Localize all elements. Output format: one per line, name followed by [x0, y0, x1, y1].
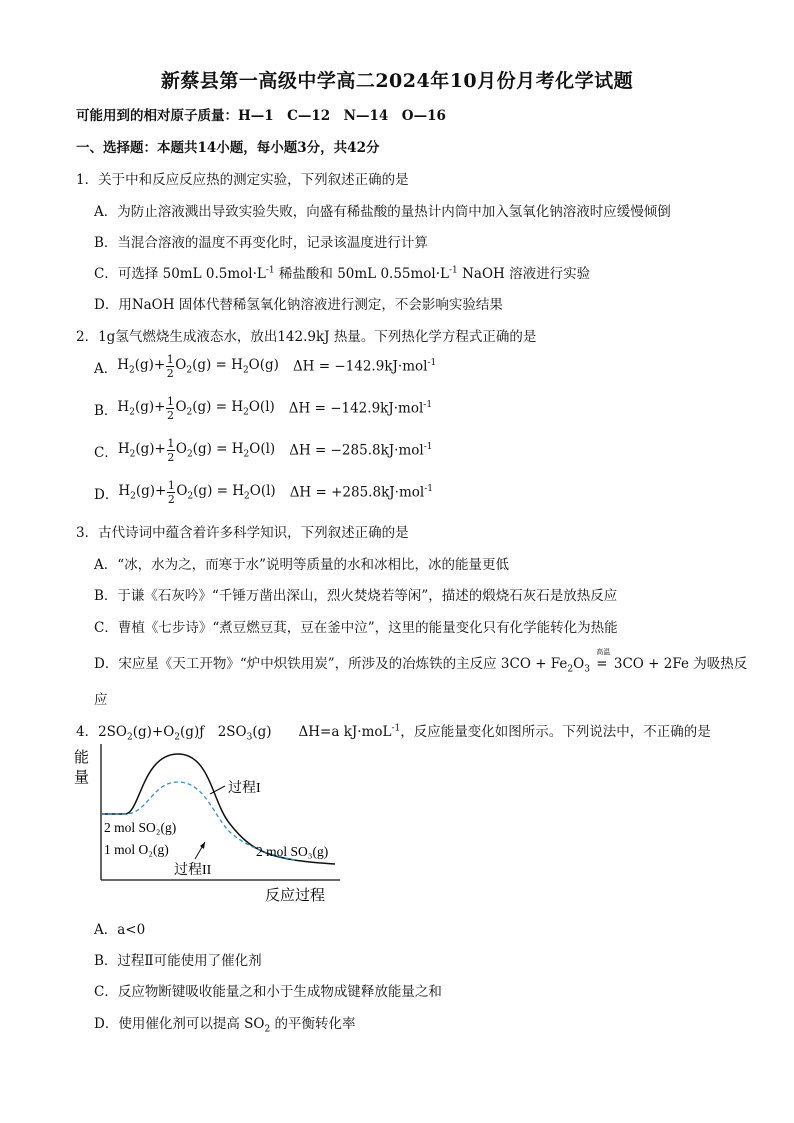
q3-option-b: B．于谦《石灰吟》“千锤万凿出深山，烈火焚烧若等闲”，描述的煅烧石灰石是放热反应	[94, 588, 618, 604]
q2-a-dh: ΔH = −142.9kJ·mol$^{-1}$	[292, 358, 437, 375]
product-label: 2 mol SO₃(g)	[256, 844, 329, 859]
q1-option-b: B．当混合溶液的温度不再变化时，记录该温度进行计算	[94, 235, 428, 251]
x-axis-label: 反应过程	[265, 886, 326, 904]
q3-stem: 3．古代诗词中蕴含着许多科学知识，下列叙述正确的是	[76, 525, 409, 541]
y-axis-label-2: 量	[74, 768, 90, 786]
q2-a-fraction: $\frac{1}{2}$	[166, 353, 174, 380]
q3-option-d-continued: 应	[94, 692, 108, 708]
q1-c-sup2: -1	[449, 265, 458, 276]
q2-option-c	[94, 438, 433, 463]
q2-b-dh: ΔH = −142.9kJ·mol$^{-1}$	[288, 400, 433, 417]
q2-d-label: D．	[94, 486, 119, 503]
q1-option-c	[94, 262, 590, 282]
q3-d-text1: D．宋应星《天工开物》“炉中炽铁用炭”，所涉及的冶炼铁的主反应 3CO + Fe	[94, 656, 568, 672]
q4-option-b: B．过程Ⅱ可能使用了催化剂	[94, 953, 262, 969]
q3-option-c: C．曹植《七步诗》“煮豆燃豆萁，豆在釜中泣”，这里的能量变化只有化学能转化为热能	[94, 620, 618, 636]
process-1-label: 过程I	[228, 781, 261, 796]
y-axis-label-1: 能	[74, 748, 90, 766]
q2-d-fraction: $\frac{1}{2}$	[167, 479, 175, 506]
q2-c-h2: $H_2(g)+$	[117, 441, 166, 460]
atomic-masses: 可能用到的相对原子质量：H—1 C—12 N—14 O—16	[76, 108, 446, 124]
page-title: 新蔡县第一高级中学高二2024年10月份月考化学试题	[160, 70, 634, 92]
q2-b-h2: $H_2(g)+$	[117, 399, 166, 418]
q2-option-a	[94, 354, 436, 379]
q2-c-dh: ΔH = −285.8kJ·mol$^{-1}$	[289, 442, 433, 459]
q3-d-text2: 3CO + 2Fe 为吸热反	[609, 656, 748, 672]
reactant-label-1: 2 mol SO₂(g)	[104, 820, 177, 835]
energy-diagram	[70, 742, 370, 907]
q2-d-dh: ΔH = +285.8kJ·mol$^{-1}$	[289, 484, 433, 501]
q2-a-label: A．	[94, 360, 118, 377]
q4-stem: 4．$2SO_2(g)+O_2(g)ƒ$ $2SO_3(g)$ ΔH=a kJ·moL$^{-1}$，反应能量变化如图所示。下列说法中，不正确的是	[76, 723, 711, 743]
q1-option-a: A．为防止溶液溅出导致实验失败，向盛有稀盐酸的量热计内筒中加入氢氧化钠溶液时应缓慢倾倒	[94, 204, 671, 220]
q1-c-text1: C．可选择 50mL 0.5mol·L	[94, 266, 266, 282]
reactant-label-2: 1 mol O₂(g)	[104, 842, 169, 857]
q1-stem: 1．关于中和反应反应热的测定实验，下列叙述正确的是	[76, 172, 409, 188]
q1-c-sup1: -1	[265, 265, 275, 276]
q1-c-text3: NaOH 溶液进行实验	[457, 266, 591, 282]
q4-option-d: D．使用催化剂可以提高 $SO_2$ 的平衡转化率	[94, 1016, 356, 1035]
q2-c-fraction: $\frac{1}{2}$	[167, 437, 175, 464]
q2-stem: 2．1g氢气燃烧生成液态水，放出142.9kJ 热量。下列热化学方程式正确的是	[76, 329, 537, 345]
q3-d-condition: 高温 =	[596, 648, 611, 672]
q2-d-o2: $O_2(g) = H_2O(l)$	[176, 483, 276, 502]
q2-b-o2: $O_2(g) = H_2O(l)$	[175, 399, 275, 418]
section-heading: 一、选择题：本题共14小题，每小题3分，共42分	[76, 140, 380, 156]
q4-option-a: A．a<0	[94, 922, 146, 938]
q2-c-label: C．	[94, 444, 118, 461]
q2-d-h2: $H_2(g)+$	[118, 483, 167, 502]
q2-c-o2: $O_2(g) = H_2O(l)$	[175, 441, 276, 460]
q2-option-d	[94, 480, 433, 505]
q1-option-d: D．用NaOH 固体代替稀氢氧化钠溶液进行测定，不会影响实验结果	[94, 297, 503, 313]
q2-option-b	[94, 396, 432, 421]
q4-option-c: C．反应物断键吸收能量之和小于生成物成键释放能量之和	[94, 984, 442, 1000]
q3-option-d: D．宋应星《天工开物》“炉中炽铁用炭”，所涉及的冶炼铁的主反应 $3CO + Fe_2O_3$ 高温 = 3CO + 2Fe 为吸热反	[94, 648, 748, 675]
process-2-arrowhead	[200, 842, 205, 849]
q3-option-a: A．“冰，水为之，而寒于水”说明等质量的水和冰相比，冰的能量更低	[94, 557, 510, 573]
q2-a-h2: $H_2(g)+$	[117, 357, 166, 376]
process-2-label: 过程II	[174, 863, 212, 878]
q2-b-label: B．	[94, 402, 118, 419]
q2-a-o2: $O_2(g) = H_2O(g)$	[175, 357, 279, 376]
q2-b-fraction: $\frac{1}{2}$	[166, 395, 174, 422]
q1-c-text2: 稀盐酸和 50mL 0.55mol·L	[274, 266, 450, 282]
